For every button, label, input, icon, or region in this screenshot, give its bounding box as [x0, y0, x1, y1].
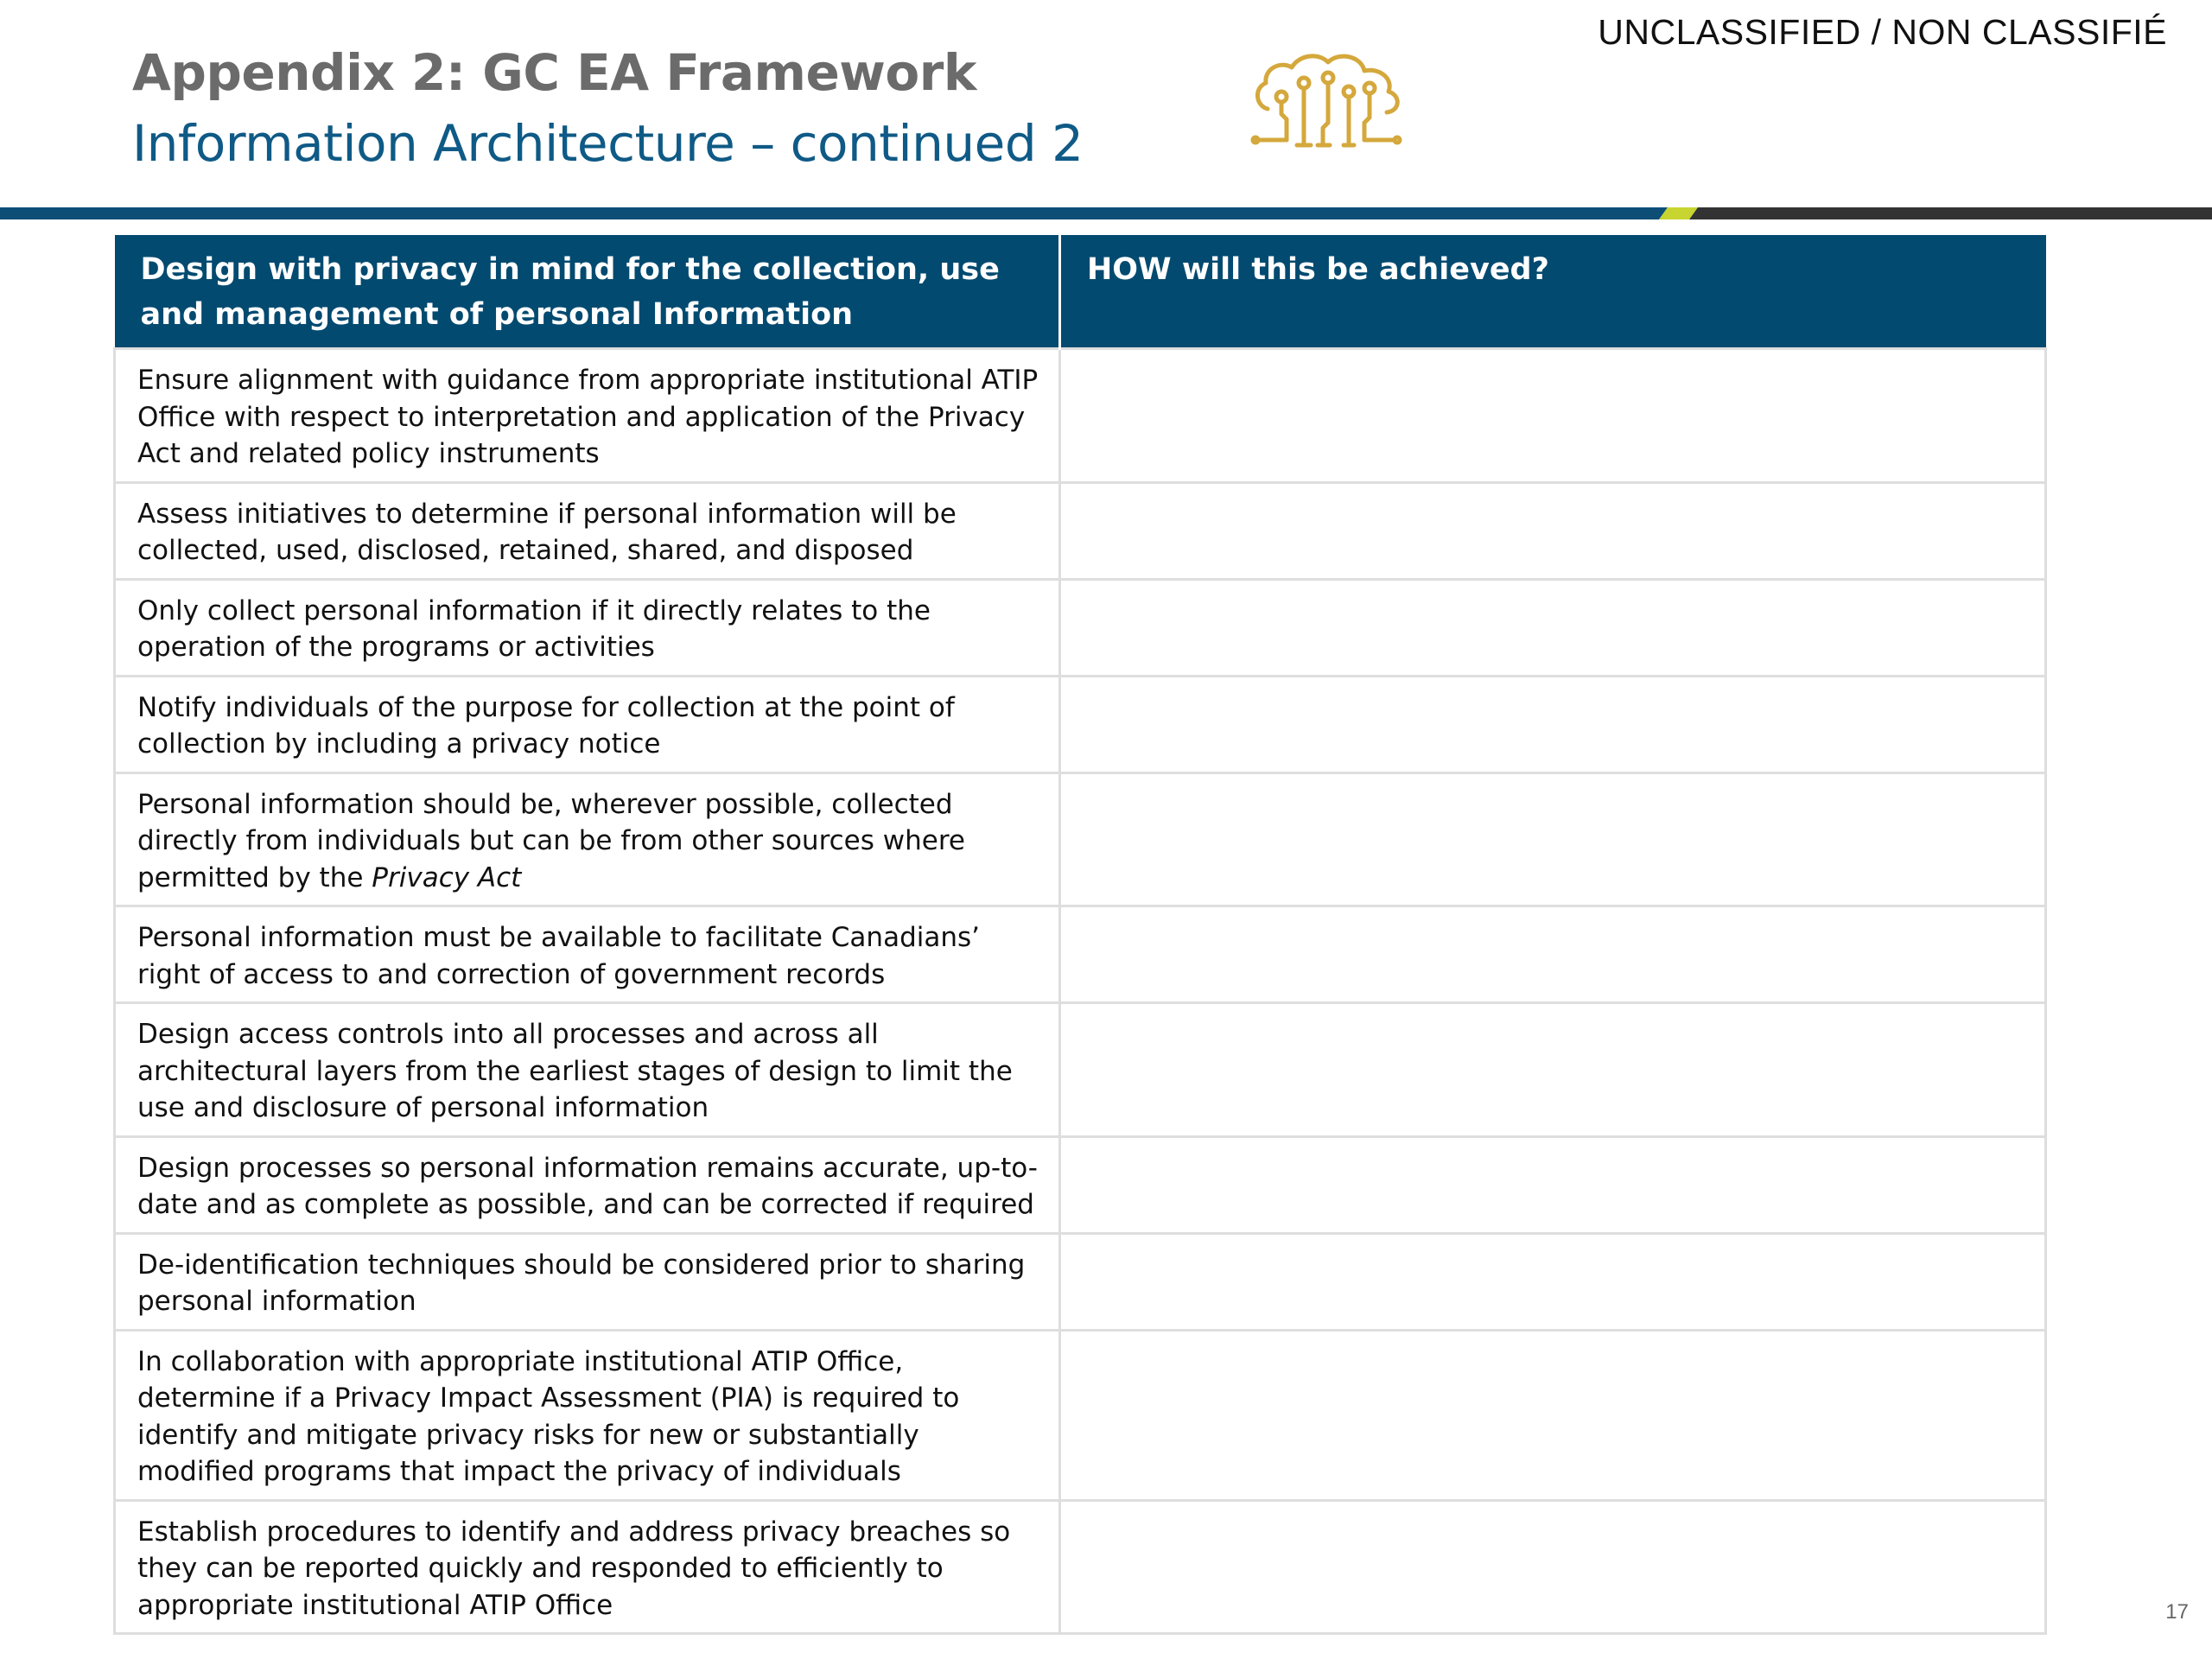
page-title: Appendix 2: GC EA Framework: [132, 43, 976, 102]
how-cell[interactable]: [1060, 1136, 2046, 1233]
classification-label: UNCLASSIFIED / NON CLASSIFIÉ: [1598, 12, 2167, 52]
page-number: 17: [2165, 1600, 2189, 1624]
how-cell[interactable]: [1060, 772, 2046, 906]
page-subtitle: Information Architecture – continued 2: [132, 114, 1084, 173]
table-row: [115, 1003, 2046, 1137]
privacy-table: [113, 235, 2044, 1635]
principle-cell: De-identification techniques should be considered prior to sharing personal information: [115, 1233, 1060, 1330]
principle-text: Personal information should be, wherever possible, collected directly from individuals but can be from other sources where permitted by the: [137, 788, 965, 893]
header-rule: [0, 207, 2212, 219]
table-row: [115, 482, 2046, 579]
table-row: [115, 1233, 2046, 1330]
privacy-act-reference: Privacy Act: [372, 861, 522, 893]
principle-cell: Personal information must be available to facilitate Canadians’ right of access to and correction of government records: [115, 906, 1060, 1003]
column-header-principle: Design with privacy in mind for the collection, use and management of personal Information: [115, 235, 1060, 349]
table-row: [115, 1330, 2046, 1500]
principle-cell: [115, 772, 1060, 906]
how-cell[interactable]: [1060, 1003, 2046, 1137]
principle-cell: Design access controls into all processes and across all architectural layers from the earliest stages of design to limit the use and disclosure of personal information: [115, 1003, 1060, 1137]
principle-cell: Only collect personal information if it directly relates to the operation of the programs or activities: [115, 579, 1060, 676]
table-row: [115, 906, 2046, 1003]
cloud-circuit-icon: [1249, 50, 1406, 162]
table-row: [115, 772, 2046, 906]
how-cell[interactable]: [1060, 1500, 2046, 1634]
table-row: [115, 579, 2046, 676]
how-cell[interactable]: [1060, 1233, 2046, 1330]
table-row: [115, 676, 2046, 772]
principle-cell: In collaboration with appropriate institutional ATIP Office, determine if a Privacy Impact Assessment (PIA) is required to identify and mitigate privacy risks for new or substantially modified programs that impact the privacy of individuals: [115, 1330, 1060, 1500]
principle-cell: Notify individuals of the purpose for collection at the point of collection by including a privacy notice: [115, 676, 1060, 772]
column-header-how: HOW will this be achieved?: [1060, 235, 2046, 349]
how-cell[interactable]: [1060, 349, 2046, 483]
how-cell[interactable]: [1060, 1330, 2046, 1500]
table-row: [115, 349, 2046, 483]
principle-cell: Ensure alignment with guidance from appropriate institutional ATIP Office with respect to interpretation and application of the Privacy Act and related policy instruments: [115, 349, 1060, 483]
how-cell[interactable]: [1060, 482, 2046, 579]
principle-cell: Establish procedures to identify and address privacy breaches so they can be reported quickly and responded to efficiently to appropriate institutional ATIP Office: [115, 1500, 1060, 1634]
principle-cell: Design processes so personal information remains accurate, up-to-date and as complete as possible, and can be corrected if required: [115, 1136, 1060, 1233]
how-cell[interactable]: [1060, 906, 2046, 1003]
how-cell[interactable]: [1060, 676, 2046, 772]
principle-cell: Assess initiatives to determine if personal information will be collected, used, disclosed, retained, shared, and disposed: [115, 482, 1060, 579]
table-row: [115, 1136, 2046, 1233]
table-header-row: [115, 235, 2046, 349]
how-cell[interactable]: [1060, 579, 2046, 676]
table-row: [115, 1500, 2046, 1634]
